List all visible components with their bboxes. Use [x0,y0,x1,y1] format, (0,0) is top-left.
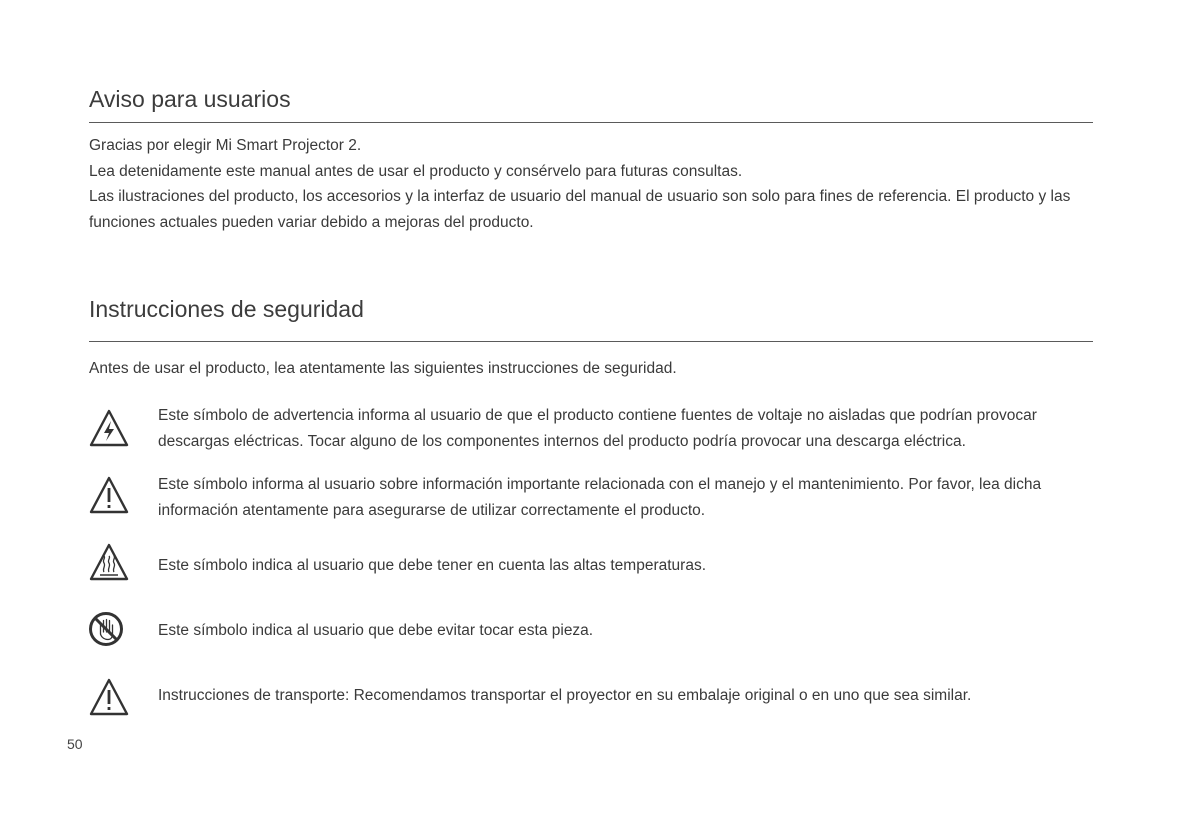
safety-symbol-text: Instrucciones de transporte: Recomendamos transportar el proyector en su embalaje original o en uno que sea similar. [158,687,972,704]
safety-symbol-text: Este símbolo indica al usuario que debe evitar tocar esta pieza. [158,622,594,639]
safety-intro: Antes de usar el producto, lea atentamente las siguientes instrucciones de seguridad. [89,360,677,377]
safety-symbol-text: Este símbolo indica al usuario que debe tener en cuenta las altas temperaturas. [158,557,706,574]
safety-symbol-text: Este símbolo de advertencia informa al usuario de que el producto contiene fuentes de voltaje no aisladas que podrían provocar descargas eléctricas. Tocar alguno de los componentes internos del producto podría provocar una descarga eléctrica. [158,407,1037,450]
exclamation-warning-icon [89,475,129,515]
exclamation-warning-icon [89,677,129,717]
hot-surface-warning-icon [89,542,129,582]
page-number: 50 [67,736,83,752]
no-touch-icon [89,610,129,650]
safety-title: Instrucciones de seguridad [89,296,364,322]
notice-title: Aviso para usuarios [89,86,291,112]
high-voltage-warning-icon [89,408,129,448]
notice-paragraph: Las ilustraciones del producto, los accesorios y la interfaz de usuario del manual de usuario son solo para fines de referencia. El producto y las funciones actuales pueden variar debido a mejoras del producto. [89,188,1071,231]
notice-divider [89,122,1093,123]
notice-paragraph: Gracias por elegir Mi Smart Projector 2. [89,137,362,154]
safety-symbol-text: Este símbolo informa al usuario sobre información importante relacionada con el manejo y el mantenimiento. Por favor, lea dicha información atentamente para asegurarse de utilizar correctamente el producto. [158,476,1042,519]
notice-paragraph: Lea detenidamente este manual antes de usar el producto y consérvelo para futuras consultas. [89,162,743,180]
safety-divider [89,341,1093,342]
notice-body [89,133,1093,235]
